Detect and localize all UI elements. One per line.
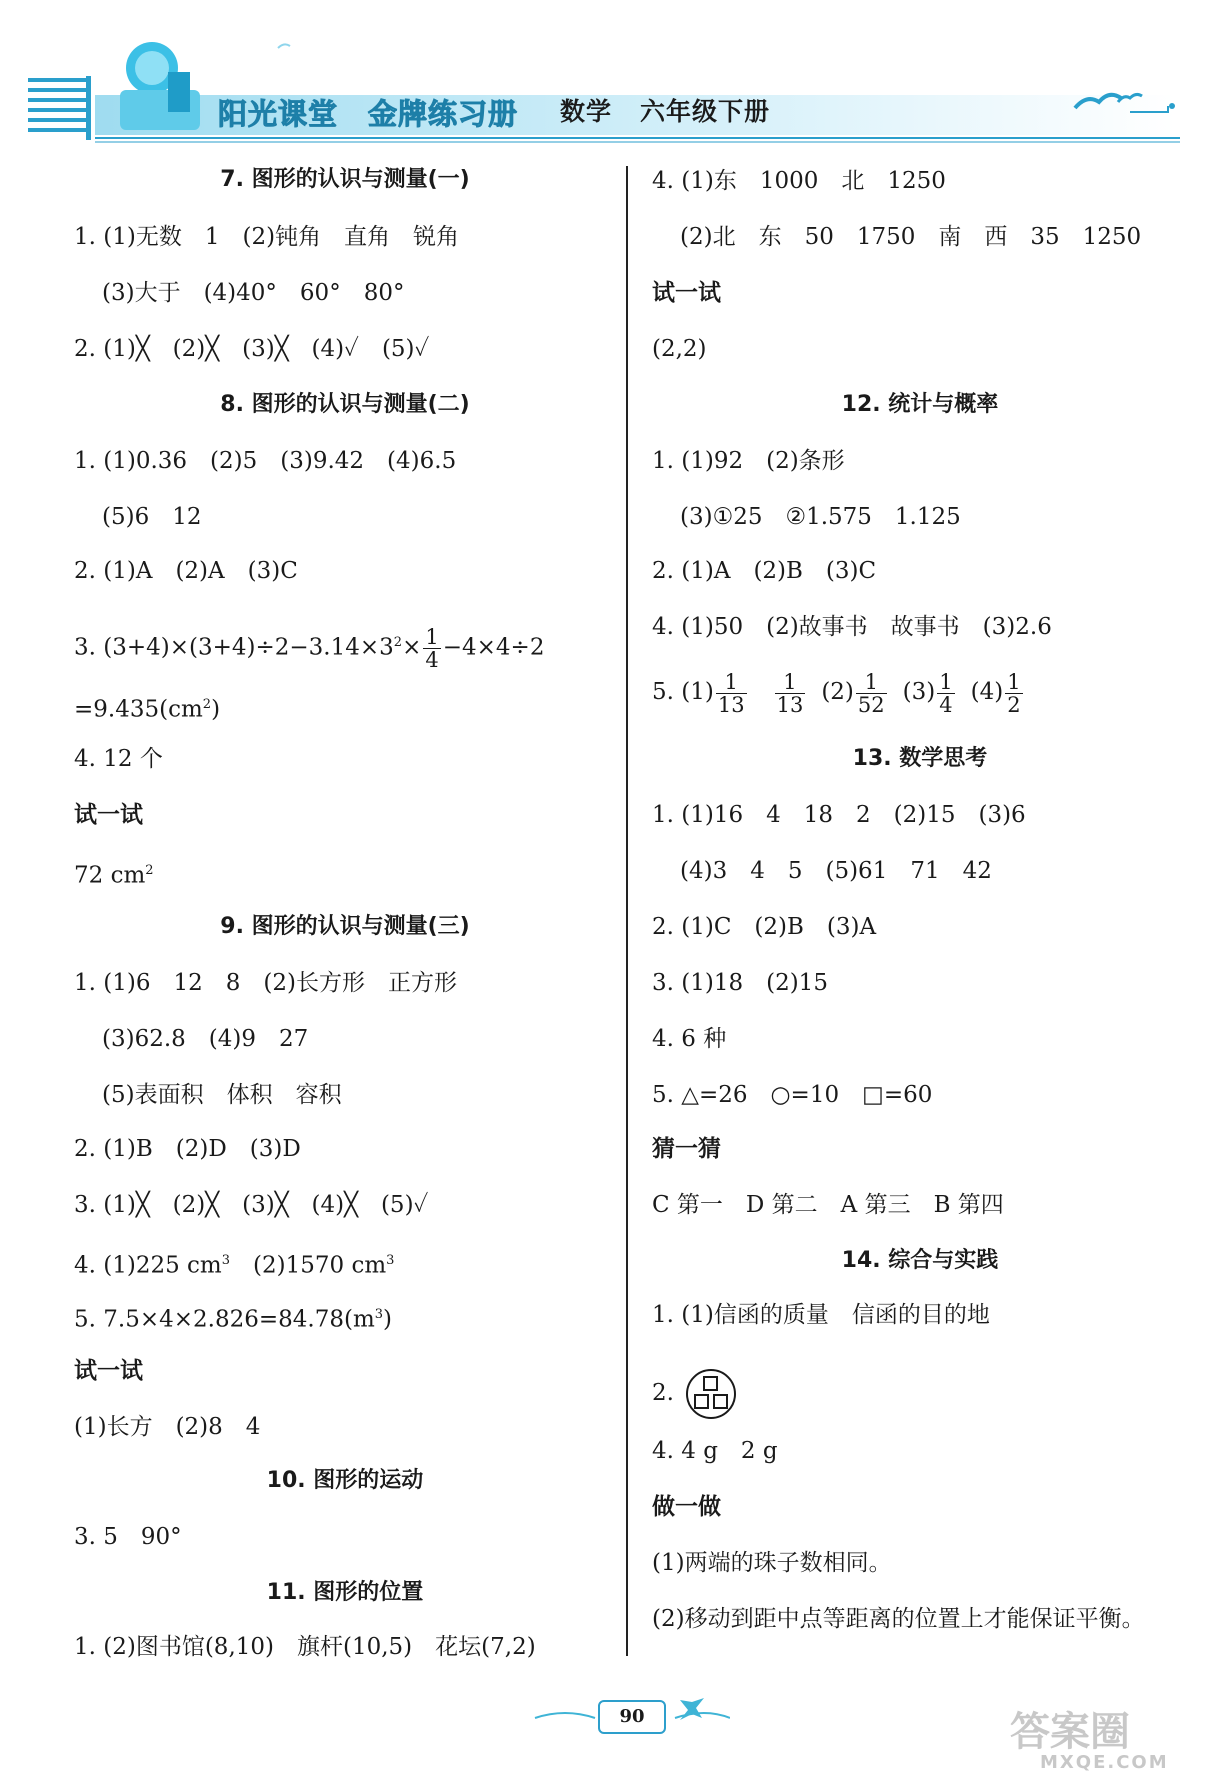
answer-line: (4)3 4 5 (5)61 71 42 bbox=[680, 858, 992, 884]
formula-part: 3. (3+4)×(3+4)÷2−3.14×3 bbox=[74, 634, 394, 661]
section-title-10: 10. 图形的运动 bbox=[266, 1468, 424, 1493]
answer-text: ) bbox=[383, 1306, 393, 1333]
unit-exponent: 2 bbox=[145, 863, 154, 878]
watermark-url: MXQE.COM bbox=[1040, 1752, 1169, 1773]
answer-line: 1. (1)无数 1 (2)钝角 直角 锐角 bbox=[74, 224, 460, 250]
try-heading: 试一试 bbox=[74, 802, 143, 828]
answer-line bbox=[74, 690, 220, 725]
fraction bbox=[856, 671, 887, 716]
answer-line: (3)62.8 (4)9 27 bbox=[102, 1026, 309, 1052]
answer-line: 4. 4 g 2 g bbox=[652, 1438, 778, 1464]
answer-line: 1. (2)图书馆(8,10) 旗杆(10,5) 花坛(7,2) bbox=[74, 1634, 536, 1660]
brand-part2: 金牌练习册 bbox=[368, 97, 519, 131]
answer-line: 3. (1)18 (2)15 bbox=[652, 970, 828, 996]
fraction bbox=[716, 671, 747, 716]
answer-text: 4. (1)225 cm bbox=[74, 1252, 222, 1279]
try-heading: 试一试 bbox=[652, 280, 721, 306]
try-heading: 试一试 bbox=[74, 1358, 143, 1384]
answer-line: 2. (1)A (2)B (3)C bbox=[652, 558, 877, 584]
section-title-11: 11. 图形的位置 bbox=[266, 1580, 424, 1605]
column-divider bbox=[626, 166, 628, 1656]
answer-line: (3)①25 ②1.575 1.125 bbox=[680, 504, 961, 530]
answer-text: 5. 7.5×4×2.826=84.78(m bbox=[74, 1306, 375, 1333]
fraction bbox=[775, 671, 806, 716]
fraction-numerator: 1 bbox=[775, 671, 806, 694]
answer-line: 1. (1)0.36 (2)5 (3)9.42 (4)6.5 bbox=[74, 448, 457, 474]
answer-line: 2. (1)A (2)A (3)C bbox=[74, 558, 298, 584]
answer-line bbox=[652, 1368, 737, 1420]
answer-line bbox=[74, 856, 154, 891]
fraction bbox=[1005, 671, 1022, 716]
answer-line: (1)两端的珠子数相同。 bbox=[652, 1550, 892, 1576]
answer-line: (5)表面积 体积 容积 bbox=[102, 1082, 342, 1108]
fraction-denominator: 52 bbox=[857, 692, 885, 717]
guess-heading: 猜一猜 bbox=[652, 1136, 721, 1162]
answer-text: 72 cm bbox=[74, 862, 146, 889]
answer-line: 2. (1)C (2)B (3)A bbox=[652, 914, 877, 940]
three-squares-in-circle-icon bbox=[685, 1368, 737, 1420]
do-heading: 做一做 bbox=[652, 1494, 721, 1520]
answer-line: 4. 12 个 bbox=[74, 746, 163, 772]
brand-title bbox=[218, 92, 518, 133]
answer-text: 2. bbox=[652, 1380, 674, 1406]
answer-line: (1)长方 (2)8 4 bbox=[74, 1414, 261, 1440]
answer-line: (3)大于 (4)40° 60° 80° bbox=[102, 280, 405, 306]
answer-line: (2)移动到距中点等距离的位置上才能保证平衡。 bbox=[652, 1606, 1145, 1632]
page-number: 90 bbox=[598, 1700, 666, 1734]
formula-part: =9.435(cm bbox=[74, 696, 203, 723]
answer-line: 1. (1)16 4 18 2 (2)15 (3)6 bbox=[652, 802, 1026, 828]
header-banner-graphic bbox=[0, 0, 1214, 170]
answer-line: 1. (1)6 12 8 (2)长方形 正方形 bbox=[74, 970, 457, 996]
formula-exponent: 2 bbox=[393, 635, 403, 650]
answer-text: 5. (1) bbox=[652, 679, 714, 705]
answer-line: 3. 5 90° bbox=[74, 1524, 182, 1550]
formula-part: × bbox=[402, 634, 422, 661]
answer-line: C 第一 D 第二 A 第三 B 第四 bbox=[652, 1192, 1004, 1218]
section-title-7: 7. 图形的认识与测量(一) bbox=[220, 167, 470, 192]
page-header bbox=[0, 0, 1214, 170]
fraction-denominator: 2 bbox=[1007, 692, 1021, 717]
formula-part: −4×4÷2 bbox=[442, 634, 545, 661]
unit-exponent: 3 bbox=[374, 1307, 384, 1322]
fraction-numerator: 1 bbox=[856, 671, 887, 694]
brand-part1: 阳光课堂 bbox=[218, 97, 339, 131]
answer-line bbox=[74, 1300, 392, 1335]
answer-line-fractions bbox=[652, 668, 1025, 716]
section-title-8: 8. 图形的认识与测量(二) bbox=[220, 392, 470, 417]
answer-text: (4) bbox=[970, 679, 1004, 705]
section-title-13: 13. 数学思考 bbox=[852, 746, 988, 771]
fraction-denominator: 13 bbox=[717, 692, 745, 717]
fraction-numerator: 1 bbox=[1007, 669, 1021, 694]
fraction-denominator: 4 bbox=[425, 648, 439, 673]
formula-part: ) bbox=[211, 696, 221, 723]
section-title-9: 9. 图形的认识与测量(三) bbox=[220, 914, 470, 939]
answer-line bbox=[74, 1246, 394, 1281]
fraction bbox=[937, 671, 954, 716]
answer-line: 4. 6 种 bbox=[652, 1026, 727, 1052]
answer-line: (5)6 12 bbox=[102, 504, 202, 530]
subject-label: 数学 bbox=[560, 97, 613, 126]
formula-exponent: 2 bbox=[202, 697, 212, 712]
fraction-numerator: 1 bbox=[939, 669, 953, 694]
subject-title bbox=[560, 92, 770, 128]
unit-exponent: 3 bbox=[386, 1253, 395, 1268]
fraction-numerator: 1 bbox=[716, 671, 747, 694]
fraction-numerator: 1 bbox=[425, 625, 439, 650]
answer-line: 4. (1)50 (2)故事书 故事书 (3)2.6 bbox=[652, 614, 1052, 640]
fraction-denominator: 13 bbox=[776, 692, 804, 717]
answer-text: (2) bbox=[821, 679, 854, 705]
answer-line-formula bbox=[74, 620, 544, 671]
watermark-logo: 答案圈 bbox=[1010, 1709, 1130, 1755]
answer-line: 2. (1)╳ (2)╳ (3)╳ (4)✓ (5)✓ bbox=[74, 336, 430, 362]
answer-line: (2,2) bbox=[652, 336, 707, 362]
answer-line: 3. (1)╳ (2)╳ (3)╳ (4)╳ (5)✓ bbox=[74, 1192, 429, 1218]
answer-line: 4. (1)东 1000 北 1250 bbox=[652, 168, 946, 194]
answer-text: (2)1570 cm bbox=[230, 1252, 387, 1279]
section-title-14: 14. 综合与实践 bbox=[841, 1248, 999, 1273]
fraction bbox=[423, 626, 440, 671]
answer-line: 1. (1)信函的质量 信函的目的地 bbox=[652, 1302, 990, 1328]
answer-line: 1. (1)92 (2)条形 bbox=[652, 448, 845, 474]
answer-text: (3) bbox=[902, 679, 936, 705]
answer-line: 2. (1)B (2)D (3)D bbox=[74, 1136, 301, 1162]
fraction-denominator: 4 bbox=[939, 692, 953, 717]
answer-line: 5. △=26 ○=10 □=60 bbox=[652, 1082, 933, 1108]
answer-line: (2)北 东 50 1750 南 西 35 1250 bbox=[680, 224, 1142, 250]
unit-exponent: 3 bbox=[221, 1253, 231, 1268]
grade-label: 六年级下册 bbox=[640, 97, 771, 126]
section-title-12: 12. 统计与概率 bbox=[841, 392, 999, 417]
